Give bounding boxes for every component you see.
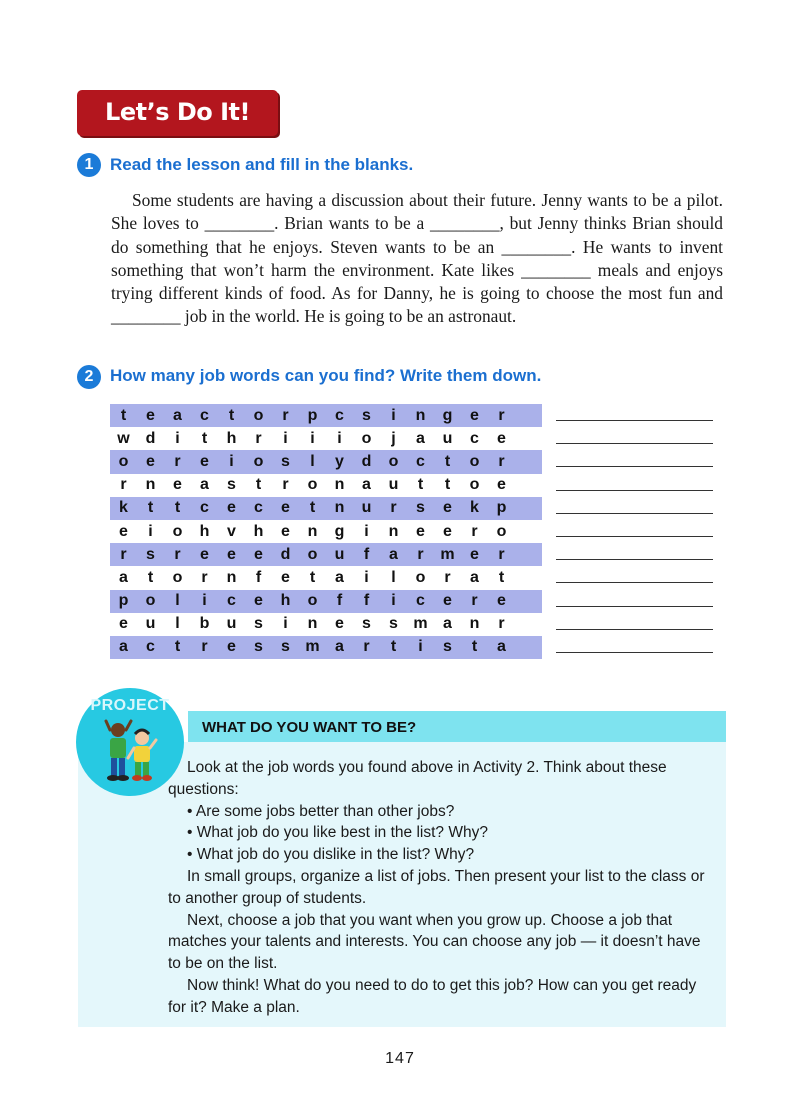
project-paragraph-2: In small groups, organize a list of jobs. Then present your list to the class or to another group of students.: [168, 867, 705, 907]
grid-letter: c: [146, 638, 155, 656]
answer-blank-line[interactable]: [556, 443, 713, 444]
grid-letter: i: [283, 429, 288, 447]
grid-letter: r: [201, 568, 208, 586]
answer-blank-line[interactable]: [556, 559, 713, 560]
grid-letter: t: [201, 429, 208, 447]
grid-letter: i: [337, 429, 342, 447]
grid-letter: s: [362, 615, 371, 633]
grid-letter: g: [442, 406, 453, 424]
grid-letter: c: [470, 429, 479, 447]
grid-letter: o: [469, 452, 480, 470]
grid-letter: i: [202, 592, 207, 610]
word-search-grid: [110, 404, 542, 659]
grid-letter: e: [227, 499, 236, 517]
project-bullet-2: • What job do you like best in the list? Why?: [187, 824, 488, 842]
grid-letter: e: [470, 545, 479, 563]
grid-letter: r: [390, 499, 397, 517]
grid-letter: o: [415, 568, 426, 586]
grid-letter: t: [120, 406, 127, 424]
grid-letter: u: [388, 476, 399, 494]
grid-letter: r: [471, 592, 478, 610]
grid-letter: o: [118, 452, 129, 470]
grid-letter: d: [361, 452, 372, 470]
grid-letter: r: [417, 545, 424, 563]
activity-1-heading: Read the lesson and fill in the blanks.: [110, 155, 414, 174]
grid-letter: t: [147, 568, 154, 586]
grid-letter: e: [227, 545, 236, 563]
grid-letter: e: [497, 429, 506, 447]
grid-letter: a: [173, 406, 182, 424]
grid-letter: n: [388, 522, 399, 540]
grid-letter: e: [146, 452, 155, 470]
grid-letter: s: [416, 499, 425, 517]
grid-letter: i: [364, 568, 369, 586]
grid-letter: e: [281, 522, 290, 540]
grid-letter: p: [118, 592, 129, 610]
grid-letter: k: [119, 499, 128, 517]
grid-letter: a: [119, 638, 128, 656]
grid-letter: i: [364, 522, 369, 540]
grid-letter: j: [391, 429, 396, 447]
grid-letter: a: [335, 568, 344, 586]
answer-blank-line[interactable]: [556, 513, 713, 514]
grid-letter: a: [470, 568, 479, 586]
grid-letter: u: [334, 545, 345, 563]
grid-letter: s: [254, 638, 263, 656]
grid-letter: o: [172, 522, 183, 540]
grid-letter: t: [147, 499, 154, 517]
grid-letter: h: [226, 429, 237, 447]
grid-letter: t: [498, 568, 505, 586]
grid-letter: l: [175, 592, 180, 610]
answer-blank-line[interactable]: [556, 420, 713, 421]
grid-letter: r: [282, 406, 289, 424]
grid-letter: a: [497, 638, 506, 656]
grid-letter: a: [200, 476, 209, 494]
grid-letter: t: [255, 476, 262, 494]
answer-blank-line[interactable]: [556, 536, 713, 537]
grid-letter: c: [416, 452, 425, 470]
grid-letter: e: [146, 406, 155, 424]
grid-letter: w: [117, 429, 130, 447]
grid-letter: t: [309, 568, 316, 586]
grid-letter: e: [227, 638, 236, 656]
grid-row: [110, 404, 542, 427]
grid-letter: o: [307, 592, 318, 610]
grid-letter: r: [444, 568, 451, 586]
grid-letter: i: [418, 638, 423, 656]
grid-letter: f: [336, 592, 343, 610]
grid-letter: y: [335, 452, 344, 470]
grid-letter: e: [443, 522, 452, 540]
grid-letter: l: [391, 568, 396, 586]
grid-letter: r: [498, 406, 505, 424]
project-paragraph-3: Next, choose a job that you want when you grow up. Choose a job that matches your talents and interests. You can choose any job — it doesn’t have to be on the list.: [168, 911, 701, 973]
grid-letter: n: [307, 615, 318, 633]
answer-blank-line[interactable]: [556, 606, 713, 607]
grid-letter: t: [444, 452, 451, 470]
grid-letter: i: [310, 429, 315, 447]
grid-row: [110, 566, 542, 589]
project-bullet-1: • Are some jobs better than other jobs?: [187, 802, 455, 820]
grid-letter: e: [200, 452, 209, 470]
grid-letter: b: [199, 615, 210, 633]
grid-letter: t: [390, 638, 397, 656]
grid-letter: e: [470, 406, 479, 424]
grid-letter: e: [497, 476, 506, 494]
grid-letter: l: [175, 615, 180, 633]
grid-letter: r: [498, 452, 505, 470]
grid-row: [110, 590, 542, 613]
grid-letter: a: [335, 638, 344, 656]
answer-blank-line[interactable]: [556, 582, 713, 583]
grid-letter: d: [280, 545, 291, 563]
grid-letter: c: [254, 499, 263, 517]
grid-letter: s: [389, 615, 398, 633]
grid-letter: e: [119, 522, 128, 540]
grid-letter: o: [253, 406, 264, 424]
grid-letter: n: [334, 499, 345, 517]
grid-letter: r: [363, 638, 370, 656]
grid-row: [110, 427, 542, 450]
grid-letter: v: [227, 522, 236, 540]
grid-letter: r: [201, 638, 208, 656]
grid-letter: e: [281, 499, 290, 517]
grid-row: [110, 520, 542, 543]
grid-letter: u: [361, 499, 372, 517]
grid-letter: m: [305, 638, 320, 656]
grid-letter: e: [443, 499, 452, 517]
grid-row: [110, 636, 542, 659]
grid-letter: d: [145, 429, 156, 447]
grid-row: [110, 497, 542, 520]
grid-letter: e: [416, 522, 425, 540]
grid-letter: c: [335, 406, 344, 424]
grid-letter: e: [119, 615, 128, 633]
project-intro: Look at the job words you found above in Activity 2. Think about these questions:: [168, 759, 667, 798]
grid-letter: h: [253, 522, 264, 540]
grid-letter: c: [200, 499, 209, 517]
grid-letter: r: [174, 545, 181, 563]
grid-letter: o: [469, 476, 480, 494]
grid-letter: r: [282, 476, 289, 494]
grid-letter: o: [496, 522, 507, 540]
grid-letter: s: [443, 638, 452, 656]
grid-letter: c: [416, 592, 425, 610]
grid-letter: u: [442, 429, 453, 447]
grid-letter: a: [119, 568, 128, 586]
grid-letter: i: [391, 406, 396, 424]
grid-letter: e: [200, 545, 209, 563]
activity-2-heading: How many job words can you find? Write them down.: [110, 366, 542, 385]
banner-title: Let’s Do It!: [105, 98, 250, 126]
grid-letter: a: [416, 429, 425, 447]
grid-letter: n: [415, 406, 426, 424]
grid-letter: o: [253, 452, 264, 470]
answer-blank-line[interactable]: [556, 652, 713, 653]
grid-letter: f: [363, 545, 370, 563]
grid-letter: n: [226, 568, 237, 586]
grid-letter: e: [281, 568, 290, 586]
grid-letter: s: [281, 452, 290, 470]
grid-letter: h: [280, 592, 291, 610]
grid-letter: a: [443, 615, 452, 633]
grid-letter: t: [174, 499, 181, 517]
grid-letter: r: [471, 522, 478, 540]
grid-letter: p: [496, 499, 507, 517]
grid-letter: e: [443, 592, 452, 610]
grid-letter: l: [310, 452, 315, 470]
grid-letter: o: [388, 452, 399, 470]
grid-letter: t: [228, 406, 235, 424]
grid-letter: t: [174, 638, 181, 656]
grid-letter: i: [148, 522, 153, 540]
grid-letter: e: [173, 476, 182, 494]
grid-letter: h: [199, 522, 210, 540]
grid-letter: i: [175, 429, 180, 447]
grid-letter: s: [227, 476, 236, 494]
grid-letter: i: [229, 452, 234, 470]
project-title-bar: [188, 711, 726, 742]
grid-letter: a: [362, 476, 371, 494]
grid-letter: c: [200, 406, 209, 424]
grid-letter: g: [334, 522, 345, 540]
grid-letter: s: [281, 638, 290, 656]
grid-letter: e: [497, 592, 506, 610]
grid-letter: o: [361, 429, 372, 447]
grid-letter: e: [335, 615, 344, 633]
page-number: 147: [385, 1050, 415, 1067]
grid-letter: t: [309, 499, 316, 517]
grid-letter: t: [417, 476, 424, 494]
lets-do-it-banner: [77, 90, 278, 136]
grid-letter: o: [145, 592, 156, 610]
grid-letter: m: [413, 615, 428, 633]
grid-letter: t: [444, 476, 451, 494]
grid-letter: t: [471, 638, 478, 656]
grid-letter: n: [469, 615, 480, 633]
grid-letter: e: [254, 592, 263, 610]
grid-letter: o: [307, 545, 318, 563]
grid-row: [110, 474, 542, 497]
grid-letter: s: [362, 406, 371, 424]
answer-blank-line[interactable]: [556, 466, 713, 467]
grid-letter: o: [307, 476, 318, 494]
grid-letter: n: [334, 476, 345, 494]
grid-letter: f: [255, 568, 262, 586]
grid-letter: c: [227, 592, 236, 610]
grid-letter: n: [307, 522, 318, 540]
grid-letter: a: [389, 545, 398, 563]
project-paragraph-4: Now think! What do you need to do to get this job? How can you get ready for it? Make a plan.: [168, 976, 697, 1016]
grid-letter: s: [146, 545, 155, 563]
grid-row: [110, 450, 542, 473]
grid-letter: p: [307, 406, 318, 424]
grid-letter: k: [470, 499, 479, 517]
project-bullet-3: • What job do you dislike in the list? Why?: [187, 846, 475, 864]
grid-letter: n: [145, 476, 156, 494]
grid-letter: i: [283, 615, 288, 633]
grid-letter: s: [254, 615, 263, 633]
project-title: WHAT DO YOU WANT TO BE?: [202, 719, 417, 736]
grid-letter: r: [120, 545, 127, 563]
project-body: [168, 757, 713, 1019]
grid-letter: u: [226, 615, 237, 633]
grid-letter: r: [120, 476, 127, 494]
grid-row: [110, 543, 542, 566]
grid-letter: r: [498, 545, 505, 563]
activity-1-paragraph: Some students are having a discussion about their future. Jenny wants to be a pilot. She loves to ________. Brian wants to be a ________, but Jenny thinks Brian should do something that he enjoys. Steven wants to be an ________. He wants to invent something that won’t harm the environment. Kate likes ________ meals and enjoys trying different kinds of food. As for Danny, he is going to choose the most fun and ________ job in the world. He is going to be an astronaut.: [111, 190, 723, 327]
grid-letter: i: [391, 592, 396, 610]
activity-1-number: 1: [77, 153, 101, 177]
answer-blank-line[interactable]: [556, 629, 713, 630]
grid-letter: m: [440, 545, 455, 563]
grid-letter: r: [174, 452, 181, 470]
grid-letter: f: [363, 592, 370, 610]
answer-blank-line[interactable]: [556, 490, 713, 491]
grid-row: [110, 613, 542, 636]
grid-letter: o: [172, 568, 183, 586]
grid-letter: r: [255, 429, 262, 447]
project-label: PROJECT: [90, 697, 170, 714]
grid-letter: u: [145, 615, 156, 633]
activity-2-number: 2: [77, 365, 101, 389]
grid-letter: e: [254, 545, 263, 563]
grid-letter: r: [498, 615, 505, 633]
